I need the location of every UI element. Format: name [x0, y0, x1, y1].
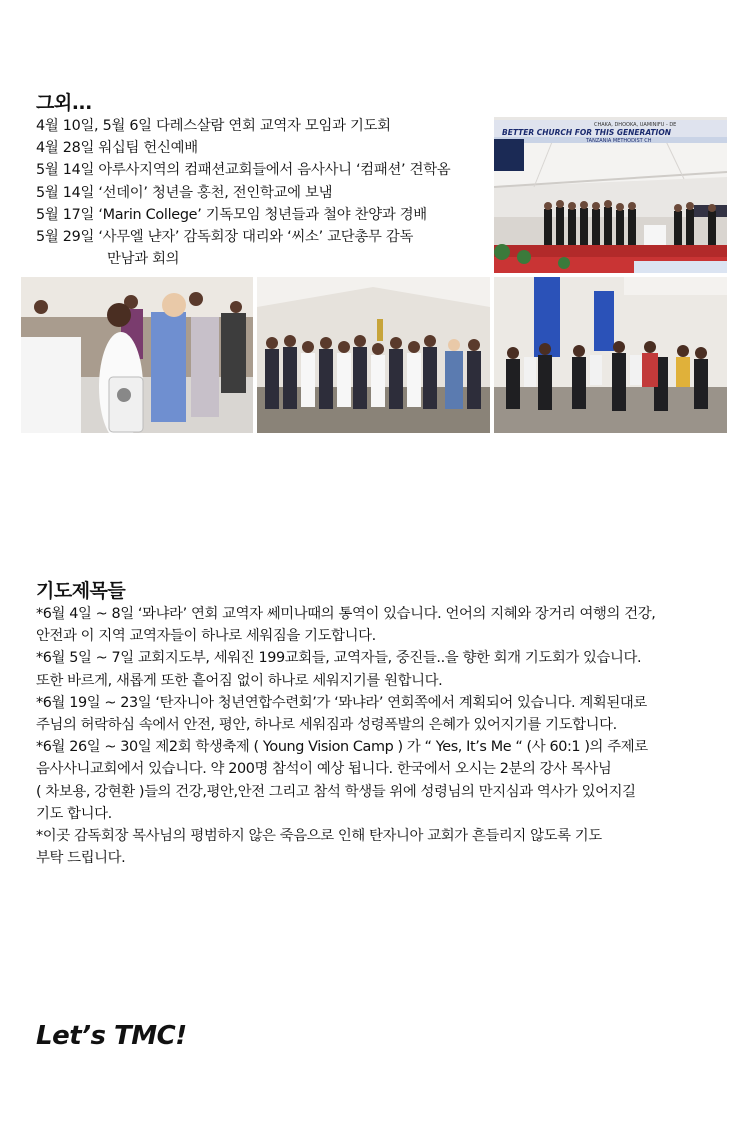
prayer-line: 또한 바르게, 새롭게 또한 흩어짐 없이 하나로 세워지기를 원합니다.: [36, 672, 443, 689]
prayer-line: *이곳 감독회장 목사님의 평범하지 않은 죽음으로 인해 탄자니아 교회가 흔들리지 않도록 기도: [36, 828, 602, 845]
event-item: 5월 29일 ‘사무엘 냔자’ 감독회장 대리와 ‘씨소’ 교단총무 감독: [36, 229, 414, 246]
section-heading-other: 그외...: [36, 92, 92, 114]
footer-tagline: Let’s TMC!: [36, 1021, 187, 1051]
prayer-line: 주님의 허락하심 속에서 안전, 평안, 하나로 세워짐과 성령폭발의 은혜가 있어지기를 기도합니다.: [36, 717, 617, 734]
photo-youth-dance: [494, 277, 727, 433]
events-list: [36, 115, 486, 270]
prayer-line: 안전과 이 지역 교역자들이 하나로 세워짐을 기도합니다.: [36, 628, 376, 645]
photo-group-choir: [257, 277, 490, 433]
prayer-list: [36, 603, 726, 869]
prayer-line: 기도 합니다.: [36, 805, 112, 822]
svg-text:CHAKA, DHOOKA, UAMINIFU - DE: CHAKA, DHOOKA, UAMINIFU - DE: [594, 122, 677, 128]
prayer-line: *6월 19일 ~ 23일 ‘탄자니아 청년연합수련회’가 ‘뫄냐라’ 연회쪽에서 계획되어 있습니다. 계획된대로: [36, 694, 647, 711]
photo-gift-presentation: [21, 277, 253, 433]
prayer-line: *6월 4일 ~ 8일 ‘뫄냐라’ 연회 교역자 쎄미나때의 통역이 있습니다. 언어의 지혜와 장거리 여행의 건강,: [36, 606, 656, 622]
svg-text:TANZANIA METHODIST CH: TANZANIA METHODIST CH: [586, 138, 652, 144]
prayer-line: *6월 26일 ~ 30일 제2회 학생축제 ( Young Vision Camp ) 가 “ Yes, It’s Me “ (사 60:1 )의 주제로: [36, 739, 648, 756]
svg-text:BETTER CHURCH FOR THIS GENERAT: BETTER CHURCH FOR THIS GENERATION: [502, 128, 671, 137]
prayer-line: *6월 5일 ~ 7일 교회지도부, 세워진 199교회들, 교역자들, 중진들..을 향한 회개 기도회가 있습니다.: [36, 650, 642, 667]
prayer-line: ( 차보용, 강현환 )들의 건강,평안,안전 그리고 참석 학생들 위에 성령님의 만지심과 역사가 있어지길: [36, 783, 636, 800]
event-item: 5월 14일 아루사지역의 컴패션교회들에서 음사사니 ‘컴패션’ 견학옴: [36, 162, 451, 179]
section-heading-prayer: 기도제목들: [36, 580, 126, 602]
event-item: 4월 10일, 5월 6일 다레스살람 연회 교역자 모임과 기도회: [36, 118, 391, 134]
event-item: 4월 28일 워십팀 헌신예배: [36, 140, 198, 157]
event-item: 5월 17일 ‘Marin College’ 기독모임 청년들과 철야 찬양과 경배: [36, 206, 427, 223]
photo-church-worship: [494, 117, 727, 273]
prayer-line: 부탁 드립니다.: [36, 850, 126, 867]
prayer-line: 음사사니교회에서 있습니다. 약 200명 참석이 예상 됩니다. 한국에서 오시는 2분의 강사 목사님: [36, 761, 612, 778]
event-item: 5월 14일 ‘선데이’ 청년을 홍천, 전인학교에 보냄: [36, 184, 333, 201]
event-item-continuation: 만남과 회의: [107, 251, 180, 268]
